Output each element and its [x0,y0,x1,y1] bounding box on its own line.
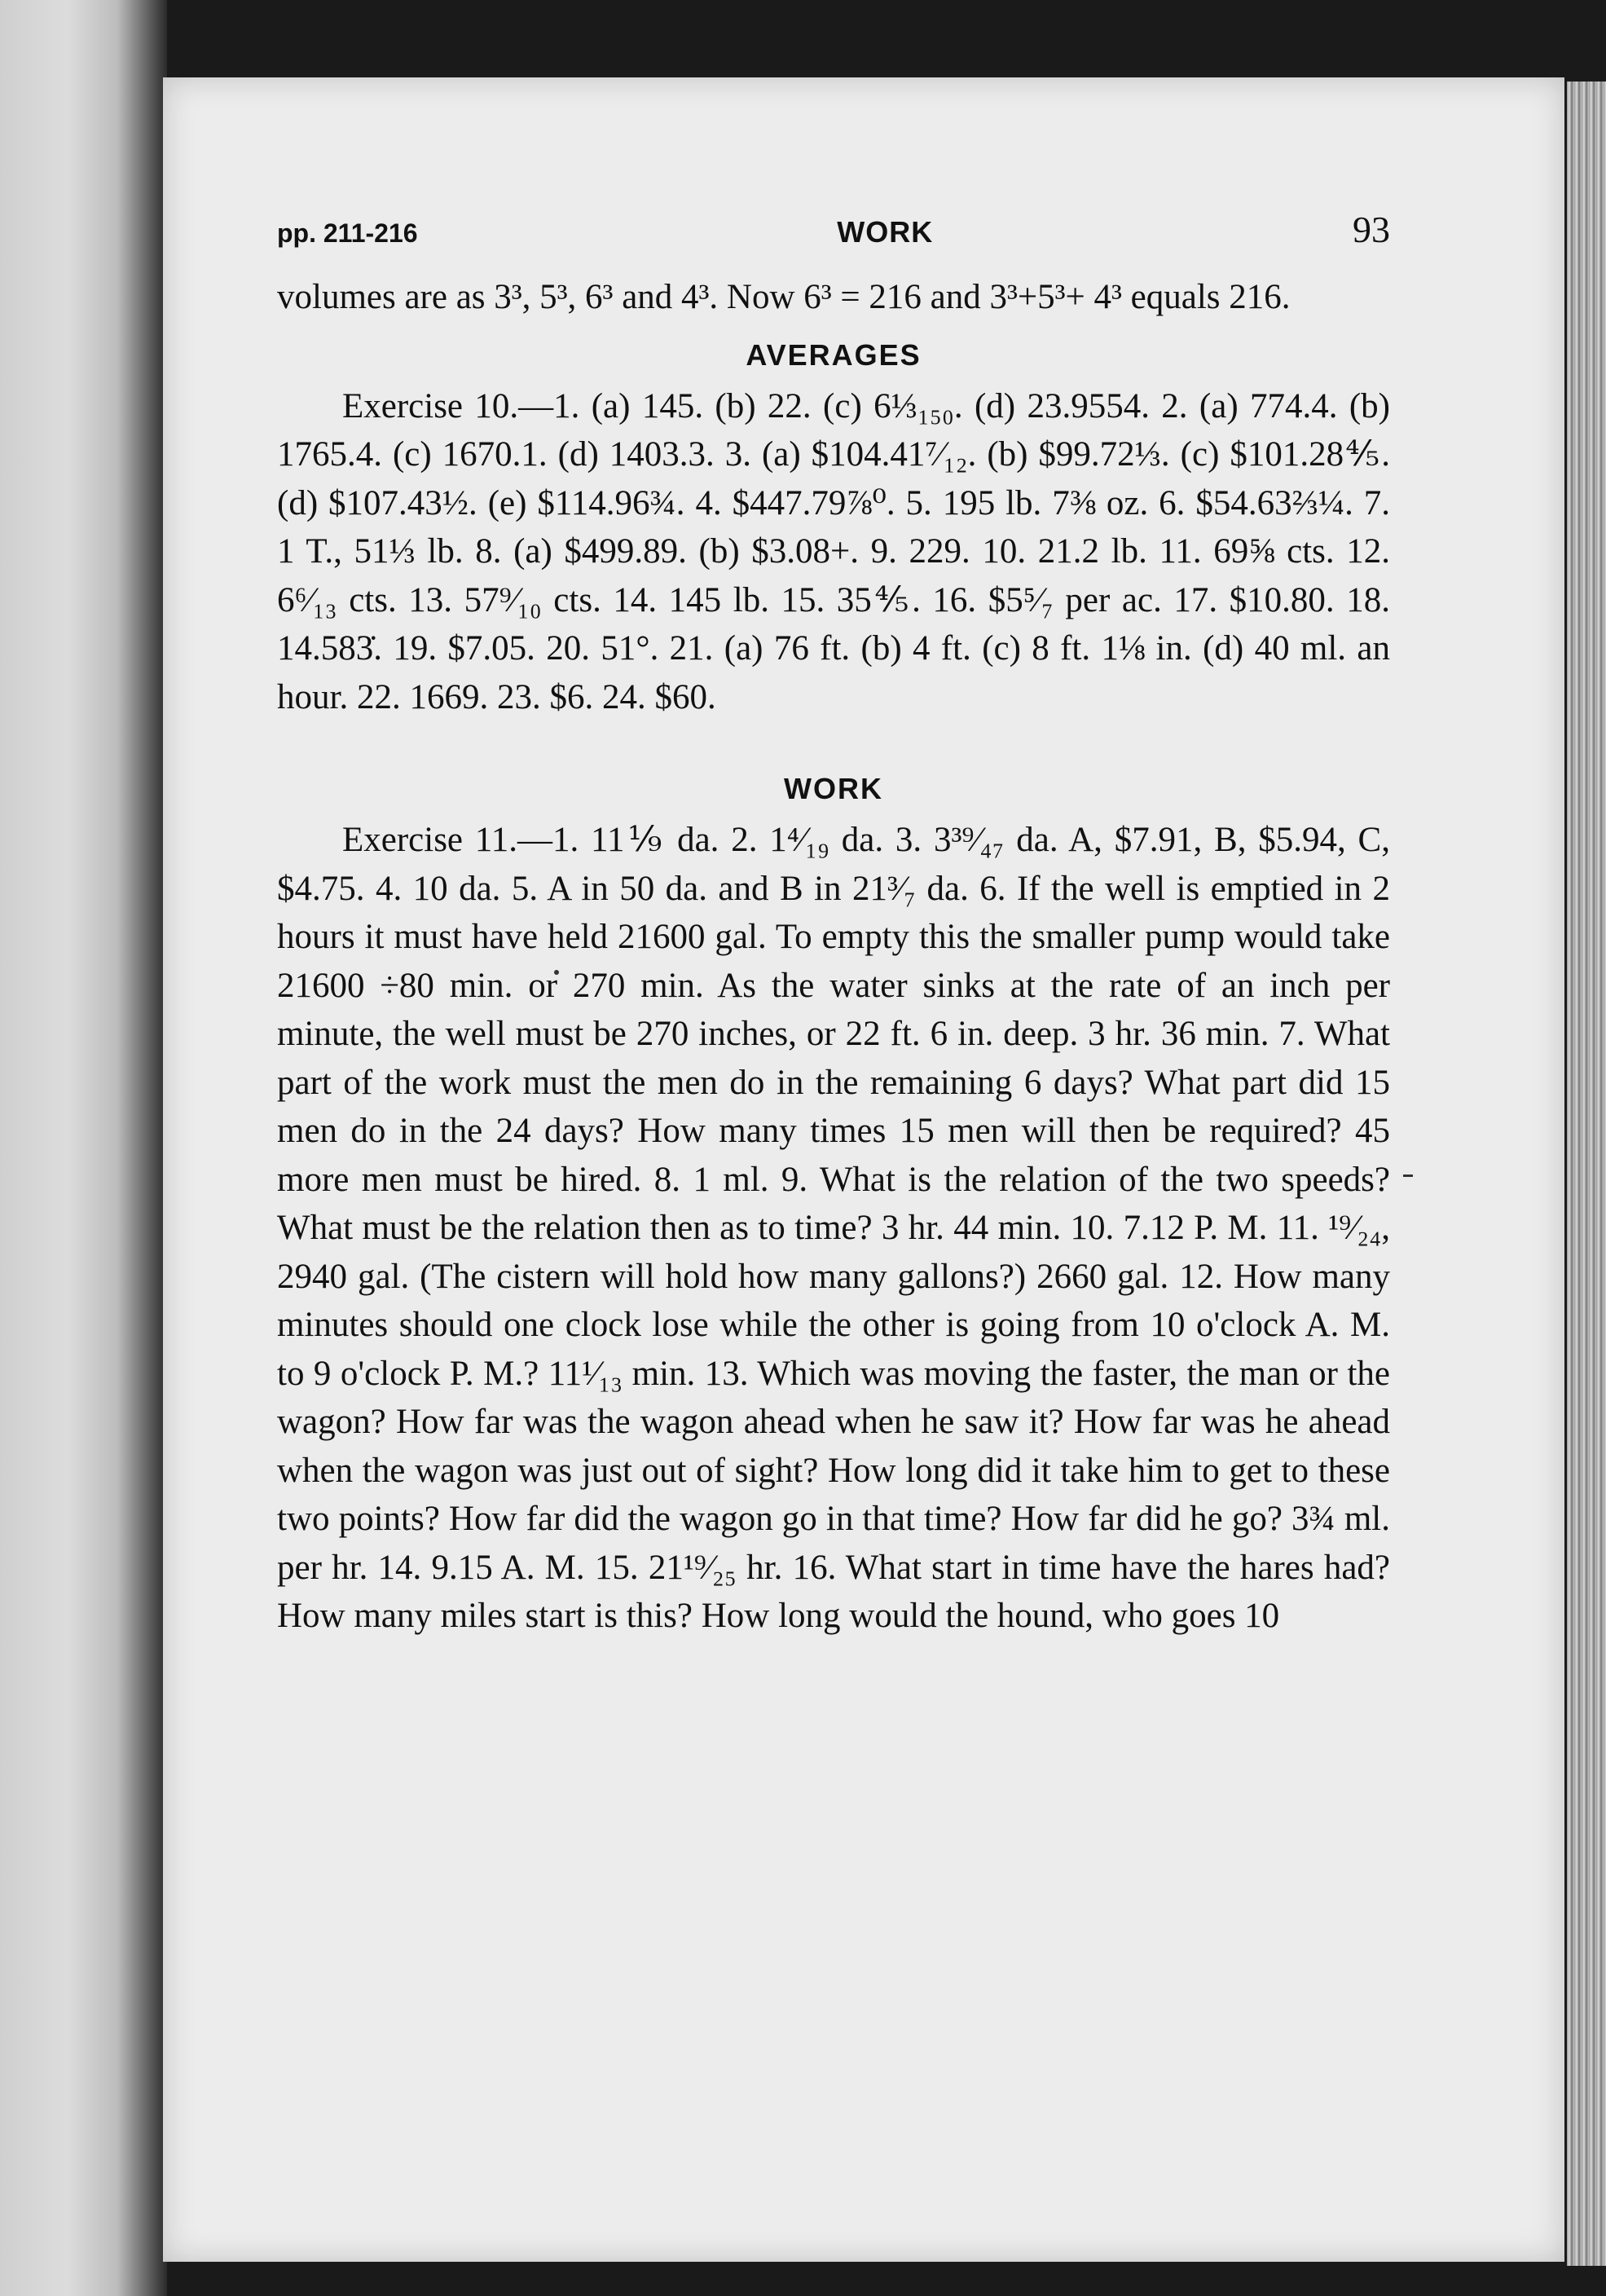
page-content [277,208,1390,1641]
averages-heading: AVERAGES [746,337,922,372]
work-exercise-text: Exercise 11.—1. 11⅑ da. 2. 1⁴⁄₁₉ da. 3. 3³⁹⁄₄₇ da. A, $7.91, B, $5.94, C, $4.75. 4. 10 da. 5. A in 50 da. and B in 21³⁄₇ da. 6. If the well is emptied in 2 hours it must have held 21600 gal. To empty this the smaller pump would take 21600 ÷80 min. or 270 min. As the water sinks at the rate of an inch per minute, the well must be 270 inches, or 22 ft. 6 in. deep. 3 hr. 36 min. 7. What part of the work must the men do in the remaining 6 days? What part did 15 men do in the 24 days? How many times 15 men will then be required? 45 more men must be hired. 8. 1 ml. 9. What is the relation of the two speeds? What must be the relation then as to time? 3 hr. 44 min. 10. 7.12 P. M. 11. ¹⁹⁄₂₄, 2940 gal. (The cistern will hold how many gallons?) 2660 gal. 12. How many minutes should one clock lose while the other is going from 10 o'clock A. M. to 9 o'clock P. M.? 11¹⁄₁₃ min. 13. Which was moving the faster, the man or the wagon? How far was the wagon ahead when he saw it? How far was he ahead when the wagon was just out of sight? How long did it take him to get to these two points? How far did the wagon go in that time? How far did he go? 3¾ ml. per hr. 14. 9.15 A. M. 15. 21¹⁹⁄₂₅ hr. 16. What start in time have the hares had? How many miles start is this? How long would the hound, who goes 10 [277,821,1390,1635]
stray-dash-mark [1403,1174,1413,1177]
book-binding-left [0,0,167,2296]
averages-exercise-text: Exercise 10.—1. (a) 145. (b) 22. (c) 6⅓₁₅₀. (d) 23.9554. 2. (a) 774.4. (b) 1765.4. (c) 1670.1. (d) 1403.3. 3. (a) $104.41⁷⁄₁₂. (b) $99.72⅓. (c) $101.28⅘. (d) $107.43½. (e) $114.96¾. 4. $447.79⅞⁰. 5. 195 lb. 7⅜ oz. 6. $54.63⅔¼. 7. 1 T., 51⅓ lb. 8. (a) $499.89. (b) $3.08+. 9. 229. 10. 21.2 lb. 11. 69⅝ cts. 12. 6⁶⁄₁₃ cts. 13. 57⁹⁄₁₀ cts. 14. 145 lb. 15. 35⅘. 16. $5⁵⁄₇ per ac. 17. $10.80. 18. 14.583̇. 19. $7.05. 20. 51°. 21. (a) 76 ft. (b) 4 ft. (c) 8 ft. 1⅛ in. (d) 40 ml. an hour. 22. 1669. 23. $6. 24. $60. [277,386,1390,716]
book-page-edges-right [1567,82,1606,2266]
page-number: 93 [1353,209,1390,250]
page-range: pp. 211-216 [277,218,418,248]
intro-paragraph: volumes are as 3³, 5³, 6³ and 4³. Now 6³ = 216 and 3³+5³+ 4³ equals 216. [277,278,1291,316]
running-head [277,208,1390,265]
book-page [163,77,1564,2262]
section-spacer [277,721,1390,756]
work-heading: WORK [784,772,883,805]
running-title: WORK [837,215,934,249]
